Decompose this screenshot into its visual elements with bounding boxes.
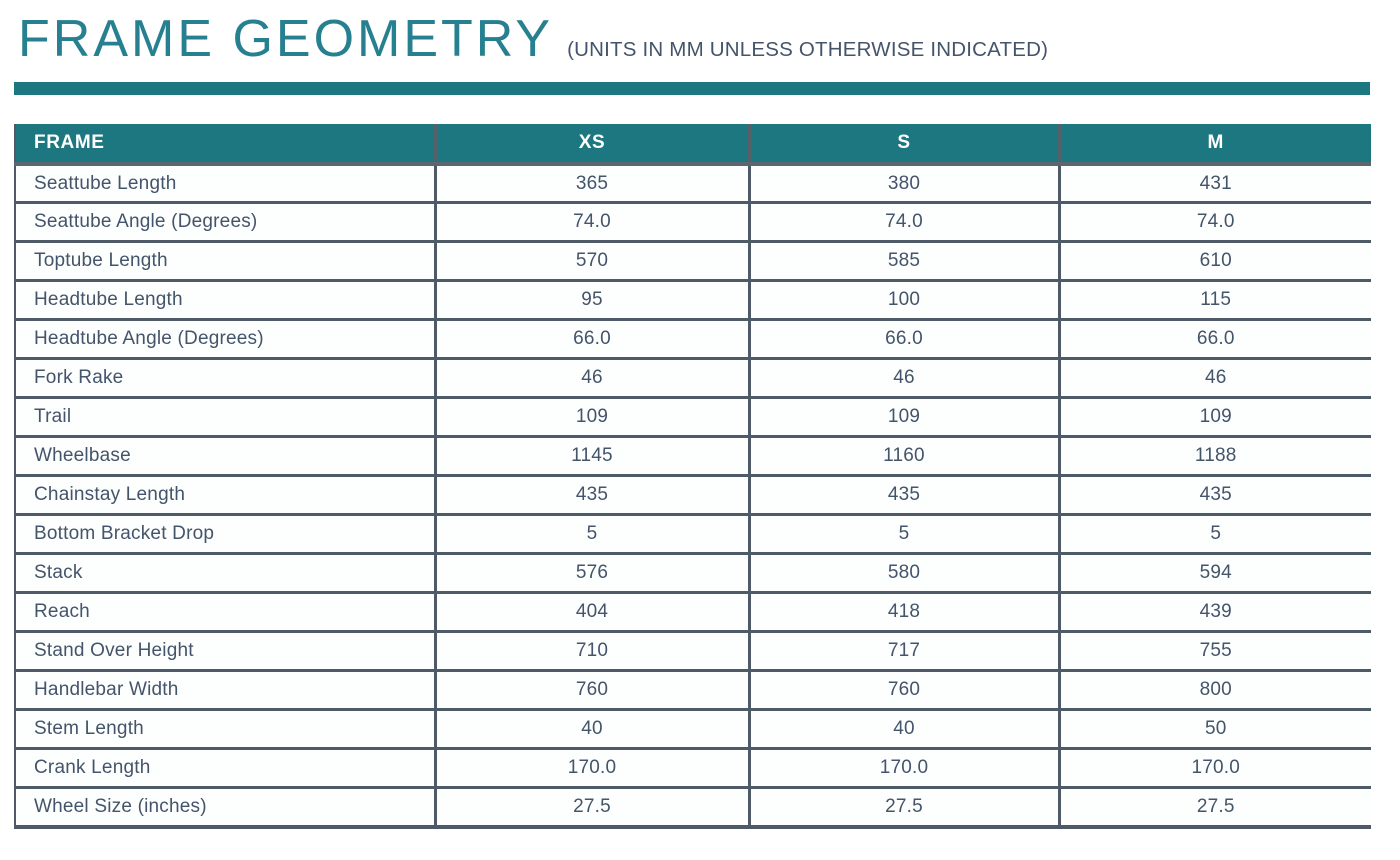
table-row [15, 554, 1371, 593]
row-value: 717 [749, 632, 1059, 671]
frame-geometry-table [14, 124, 1371, 829]
row-value: 760 [435, 671, 749, 710]
row-value: 576 [435, 554, 749, 593]
row-value: 380 [749, 164, 1059, 203]
table-row [15, 476, 1371, 515]
row-label: Fork Rake [15, 359, 435, 398]
row-value: 435 [1059, 476, 1371, 515]
row-label: Headtube Length [15, 281, 435, 320]
table-row [15, 632, 1371, 671]
title-row [14, 10, 1370, 70]
row-label: Crank Length [15, 749, 435, 788]
row-value: 66.0 [1059, 320, 1371, 359]
table-row [15, 437, 1371, 476]
row-value: 170.0 [1059, 749, 1371, 788]
row-value: 66.0 [749, 320, 1059, 359]
row-value: 27.5 [1059, 788, 1371, 827]
table-row [15, 320, 1371, 359]
row-label: Seattube Length [15, 164, 435, 203]
row-value: 585 [749, 242, 1059, 281]
row-value: 800 [1059, 671, 1371, 710]
header-row [15, 124, 1371, 164]
row-value: 760 [749, 671, 1059, 710]
row-label: Headtube Angle (Degrees) [15, 320, 435, 359]
table-row [15, 398, 1371, 437]
row-value: 46 [749, 359, 1059, 398]
row-label: Reach [15, 593, 435, 632]
row-value: 109 [1059, 398, 1371, 437]
row-label: Seattube Angle (Degrees) [15, 203, 435, 242]
row-value: 404 [435, 593, 749, 632]
table-row [15, 671, 1371, 710]
row-value: 431 [1059, 164, 1371, 203]
table-row [15, 203, 1371, 242]
row-value: 1188 [1059, 437, 1371, 476]
table-row [15, 164, 1371, 203]
row-value: 5 [435, 515, 749, 554]
row-value: 74.0 [1059, 203, 1371, 242]
row-value: 610 [1059, 242, 1371, 281]
row-value: 5 [749, 515, 1059, 554]
row-value: 570 [435, 242, 749, 281]
row-value: 1145 [435, 437, 749, 476]
table-row [15, 710, 1371, 749]
row-value: 40 [435, 710, 749, 749]
geometry-table-header [15, 124, 1371, 164]
table-row [15, 749, 1371, 788]
row-value: 74.0 [749, 203, 1059, 242]
row-label: Wheel Size (inches) [15, 788, 435, 827]
row-value: 27.5 [435, 788, 749, 827]
row-label: Toptube Length [15, 242, 435, 281]
row-value: 74.0 [435, 203, 749, 242]
row-value: 40 [749, 710, 1059, 749]
page-subtitle: (UNITS IN MM UNLESS OTHERWISE INDICATED) [567, 38, 1049, 61]
table-row [15, 788, 1371, 827]
table-row [15, 359, 1371, 398]
table-row [15, 515, 1371, 554]
row-label: Bottom Bracket Drop [15, 515, 435, 554]
row-value: 418 [749, 593, 1059, 632]
column-header-m: M [1059, 124, 1371, 164]
column-header-frame: FRAME [15, 124, 435, 164]
row-value: 46 [1059, 359, 1371, 398]
row-label: Stem Length [15, 710, 435, 749]
page-title: FRAME GEOMETRY [18, 10, 554, 68]
row-value: 435 [749, 476, 1059, 515]
row-value: 95 [435, 281, 749, 320]
row-label: Handlebar Width [15, 671, 435, 710]
row-value: 439 [1059, 593, 1371, 632]
row-value: 46 [435, 359, 749, 398]
row-value: 5 [1059, 515, 1371, 554]
row-label: Stand Over Height [15, 632, 435, 671]
table-row [15, 281, 1371, 320]
row-value: 1160 [749, 437, 1059, 476]
row-label: Trail [15, 398, 435, 437]
row-label: Chainstay Length [15, 476, 435, 515]
row-value: 594 [1059, 554, 1371, 593]
row-value: 170.0 [749, 749, 1059, 788]
row-value: 365 [435, 164, 749, 203]
row-value: 755 [1059, 632, 1371, 671]
row-label: Stack [15, 554, 435, 593]
column-header-s: S [749, 124, 1059, 164]
row-value: 109 [435, 398, 749, 437]
row-value: 100 [749, 281, 1059, 320]
column-header-xs: XS [435, 124, 749, 164]
table-row [15, 242, 1371, 281]
teal-divider-bar [14, 82, 1370, 95]
row-value: 580 [749, 554, 1059, 593]
row-value: 66.0 [435, 320, 749, 359]
row-value: 50 [1059, 710, 1371, 749]
table-row [15, 593, 1371, 632]
row-label: Wheelbase [15, 437, 435, 476]
row-value: 435 [435, 476, 749, 515]
row-value: 109 [749, 398, 1059, 437]
row-value: 710 [435, 632, 749, 671]
row-value: 27.5 [749, 788, 1059, 827]
geometry-table-body [15, 164, 1371, 827]
row-value: 115 [1059, 281, 1371, 320]
row-value: 170.0 [435, 749, 749, 788]
